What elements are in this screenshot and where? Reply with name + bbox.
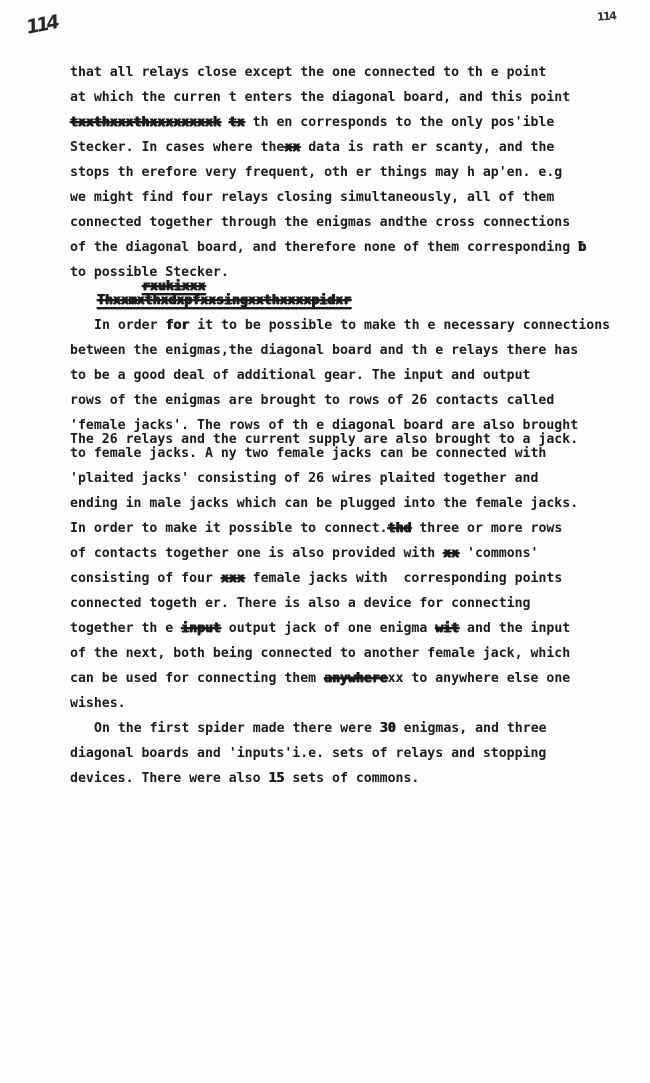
text-segment: consisting of four xyxy=(70,571,221,586)
text-line xyxy=(70,741,636,766)
document-body xyxy=(70,60,636,791)
text-line xyxy=(70,288,636,313)
struck-out-text-segment: txxthxxxthxxxxxxxxk xyxy=(70,115,221,130)
text-segment: wishes. xyxy=(70,696,126,711)
text-segment: sets of commons. xyxy=(284,771,420,786)
text-line xyxy=(70,616,636,641)
text-line xyxy=(70,185,636,210)
text-segment: of the next, both being connected to another female jack, which xyxy=(70,646,571,661)
text-segment: of the diagonal board, and therefore none of them corresponding xyxy=(70,240,579,255)
handwritten-page-number-left: 114 xyxy=(26,10,57,40)
text-line xyxy=(70,541,636,566)
text-segment: female jacks with corresponding points xyxy=(244,571,563,586)
text-line xyxy=(70,235,636,260)
text-line xyxy=(70,338,636,363)
text-segment: 30 xyxy=(379,721,396,736)
struck-out-text-segment: input xyxy=(181,621,221,636)
text-segment: 15 xyxy=(268,771,285,786)
struck-out-text-segment: anywhere xyxy=(324,671,388,686)
text-segment: connected togeth er. There is also a device for connecting xyxy=(70,596,531,611)
text-segment: The 26 relays and the current supply are also brought to a jack. xyxy=(70,432,579,447)
text-line xyxy=(70,210,636,235)
text-line xyxy=(70,641,636,666)
text-segment: 'plaited jacks' consisting of 26 wires plaited together and xyxy=(70,471,539,486)
text-line xyxy=(70,491,636,516)
struck-out-text-segment: thd xyxy=(387,521,412,536)
text-segment: 'commons' xyxy=(459,546,539,561)
text-line xyxy=(70,313,636,338)
text-segment: devices. There were also xyxy=(70,771,269,786)
text-line xyxy=(70,691,636,716)
text-segment: ƀ xyxy=(578,240,587,255)
text-segment: rows of the enigmas are brought to rows of 26 contacts called xyxy=(70,393,555,408)
text-line xyxy=(70,60,636,85)
text-segment: stops th erefore very frequent, oth er things may h ap'en. e.g xyxy=(70,165,563,180)
text-segment: together th e xyxy=(70,621,182,636)
struck-out-text-segment: tx xyxy=(228,115,245,130)
text-line xyxy=(70,135,636,160)
struck-out-text-segment: xxx xyxy=(220,571,245,586)
struck-out-text-segment: xx xyxy=(284,140,301,155)
text-segment xyxy=(221,115,229,130)
text-segment: three or more rows xyxy=(411,521,563,536)
text-line xyxy=(70,591,636,616)
text-segment: for xyxy=(165,318,190,333)
text-line xyxy=(70,85,636,110)
text-segment: to female jacks. A ny two female jacks can be connected with xyxy=(70,446,547,461)
text-segment: between the enigmas,the diagonal board and th e relays there has xyxy=(70,343,579,358)
text-segment: connected together through the enigmas andthe cross connections xyxy=(70,215,571,230)
text-line xyxy=(70,666,636,691)
text-segment: enigmas, and three xyxy=(395,721,547,736)
text-segment: In order xyxy=(94,318,166,333)
text-segment: th en corresponds to the only pos'ible xyxy=(244,115,555,130)
text-segment: and the input xyxy=(459,621,571,636)
text-line xyxy=(70,766,636,791)
text-segment: of contacts together one is also provided with xyxy=(70,546,444,561)
text-line xyxy=(70,160,636,185)
text-segment: can be used for connecting them xyxy=(70,671,325,686)
struck-out-text-segment: wit xyxy=(435,621,460,636)
text-segment: to be a good deal of additional gear. The input and output xyxy=(70,368,531,383)
struck-out-text-segment: rxukixxx xyxy=(142,279,206,294)
text-line xyxy=(70,716,636,741)
text-segment: data is rath er scanty, and the xyxy=(300,140,555,155)
text-segment: Stecker. In cases where the xyxy=(70,140,285,155)
handwritten-page-number-right: 114 xyxy=(596,9,616,24)
text-segment: we might find four relays closing simultaneously, all of them xyxy=(70,190,555,205)
text-segment: 'female jacks'. The rows of th e diagonal board are also brought xyxy=(70,418,579,433)
text-segment: that all relays close except the one connected to th e point xyxy=(70,65,547,80)
text-line xyxy=(70,363,636,388)
text-line xyxy=(70,466,636,491)
text-segment: diagonal boards and 'inputs'i.e. sets of relays and stopping xyxy=(70,746,547,761)
text-segment: ending in male jacks which can be plugged into the female jacks. xyxy=(70,496,579,511)
text-segment: it to be possible to make th e necessary connections xyxy=(189,318,611,333)
text-line xyxy=(70,566,636,591)
struck-out-text-segment: Thxxmxthxdxpfxxsingxxthxxxxpidxr xyxy=(97,293,352,308)
text-segment: xx to anywhere else one xyxy=(387,671,571,686)
text-line xyxy=(70,110,636,135)
struck-out-text-segment: xx xyxy=(443,546,460,561)
text-segment: at which the curren t enters the diagonal board, and this point xyxy=(70,90,571,105)
text-line xyxy=(70,516,636,541)
text-segment: to possible Stecker. xyxy=(70,265,229,280)
text-segment: In order to make it possible to connect. xyxy=(70,521,388,536)
text-segment: output jack of one enigma xyxy=(220,621,436,636)
text-segment: On the first spider made there were xyxy=(94,721,380,736)
text-line xyxy=(70,388,636,413)
